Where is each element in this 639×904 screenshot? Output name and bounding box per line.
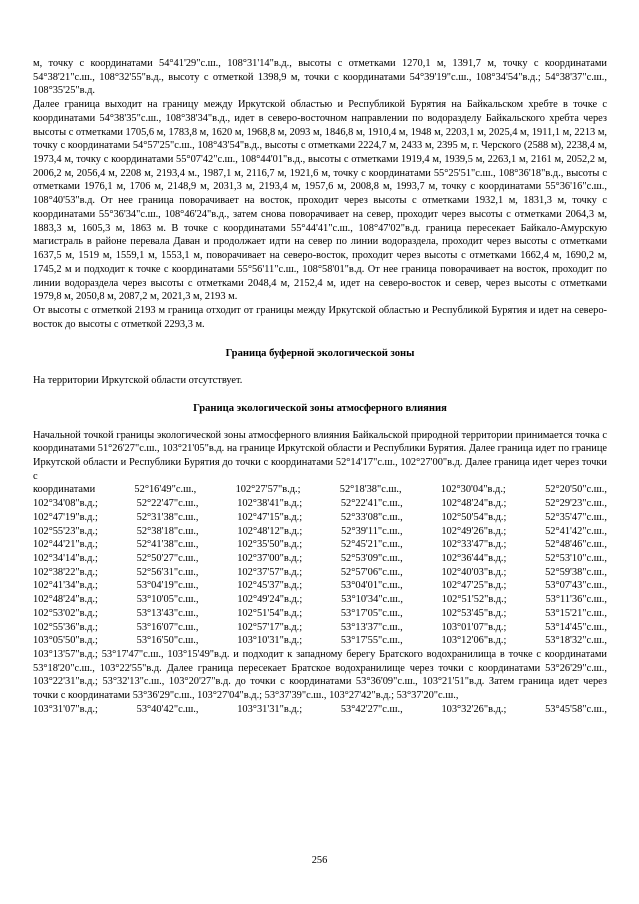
coordinate-cell: 102°57'17"в.д.;: [237, 621, 303, 633]
coordinate-cell: 102°34'08"в.д.;: [33, 498, 98, 510]
coordinate-cell: 103°01'07"в.д.;: [441, 621, 507, 633]
document-page: [33, 57, 607, 717]
heading-atmospheric-zone: Граница экологической зоны атмосферного влияния: [193, 402, 447, 414]
coordinate-cell: 103°31'31"в.д.;: [237, 703, 303, 715]
coordinate-cell: 103°10'31"в.д.;: [237, 635, 303, 647]
coordinate-cell: 52°53'09"с.ш.,: [340, 553, 403, 564]
coordinate-cell: 53°17'05"с.ш.,: [340, 607, 403, 619]
coordinate-cell: 102°34'14"в.д.;: [33, 553, 98, 564]
coordinate-row: [33, 511, 607, 525]
coordinate-cell: 53°42'27"с.ш.,: [340, 703, 403, 715]
coordinate-cell: 102°47'15"в.д.;: [237, 511, 303, 523]
coordinate-cell: 53°11'36"с.ш.,: [545, 594, 607, 606]
coordinate-cell: 52°22'41"с.ш.,: [340, 498, 403, 510]
coordinate-cell: 52°29'23"с.ш.,: [545, 498, 607, 510]
coordinate-cell: 53°10'34"с.ш.,: [341, 594, 403, 606]
paragraph-6: 103°13'57"в.д.; 53°17'47"с.ш., 103°15'49"в.д. и подходит к западному берегу Братского водохранилища в точке с координатами 53°18'20"с.ш., 103°22'55"в.д. Далее граница пересекает Братское водохранилище через точки с координатами 53°26'29"с.ш., 103°22'31"в.д.; 53°32'13"с.ш., 103°20'27"в.д. до точки с координатами 53°36'09"с.ш., 103°21'51"в.д. Затем граница идет через точки с координатами 53°36'29"с.ш., 103°27'04"в.д.; 53°37'39"с.ш., 103°27'42"в.д.; 53°37'20"с.ш.,: [33, 649, 607, 702]
coordinate-cell: 53°10'05"с.ш.,: [136, 594, 199, 606]
coordinate-cell: 53°16'50"с.ш.,: [136, 635, 199, 647]
coordinate-cell: 52°20'50"с.ш.,: [545, 484, 607, 496]
coordinate-cell: 102°49'26"в.д.;: [441, 525, 507, 537]
coordinate-cell: 53°18'32"с.ш.,: [545, 635, 607, 647]
coordinate-cell: 52°39'11"с.ш.,: [341, 525, 403, 537]
coordinate-cell: 102°44'21"в.д.;: [33, 539, 98, 551]
coordinate-cell: 53°15'21"с.ш.,: [545, 607, 607, 619]
coordinate-row: [33, 566, 607, 580]
coordinate-cell: 103°12'06"в.д.;: [441, 635, 507, 647]
coordinate-cell: 102°37'57"в.д.;: [237, 566, 303, 578]
coordinate-cell: 53°16'07"с.ш.,: [136, 621, 199, 633]
coordinate-cell: 53°07'43"с.ш.,: [545, 580, 607, 592]
coordinate-cell: 52°56'31"с.ш.,: [136, 566, 199, 578]
coordinate-cell: 52°38'18"с.ш.,: [136, 525, 199, 537]
coordinate-cell: 53°04'19"с.ш.,: [136, 580, 199, 592]
coordinate-cell: 102°53'45"в.д.;: [441, 607, 507, 619]
coordinate-cell: 52°16'49"с.ш.,: [134, 484, 197, 496]
coordinate-row: [33, 579, 607, 593]
coordinate-cell: 52°41'42"с.ш.,: [545, 525, 607, 537]
coordinate-cell: 102°47'25"в.д.;: [441, 580, 507, 592]
paragraph-5: Начальной точкой границы экологической зоны атмосферного влияния Байкальской природной территории принимается точка с координатами 51°26'27"с.ш., 103°21'05"в.д. на границе Иркутской области и Республики Бурятия. Далее граница идет по границе Иркутской области и Республики Бурятия до точки с координатами 52°14'17"с.ш., 102°27'00"в.д. Далее граница идет через точки с: [33, 429, 607, 482]
coordinate-cell: 102°38'41"в.д.;: [237, 498, 303, 510]
coordinate-cell: 52°53'10"с.ш.,: [545, 553, 607, 564]
coordinate-cell: 102°41'34"в.д.;: [33, 580, 98, 592]
coordinate-cell: 102°48'24"в.д.;: [441, 498, 507, 510]
coordinate-cell: 52°50'27"с.ш.,: [136, 553, 199, 564]
coordinate-cell: 102°45'37"в.д.;: [237, 580, 303, 592]
coordinate-cell: 102°51'52"в.д.;: [441, 594, 507, 606]
coordinate-cell: 53°04'01"с.ш.,: [340, 580, 403, 592]
coordinate-cell: 102°47'19"в.д.;: [33, 511, 98, 523]
coordinate-row: [33, 621, 607, 635]
heading-buffer-zone: Граница буферной экологической зоны: [225, 348, 415, 360]
coordinate-cell: 102°49'24"в.д.;: [237, 594, 303, 606]
coordinate-cell: 102°40'03"в.д.;: [441, 566, 507, 578]
coordinate-cell: 52°45'21"с.ш.,: [340, 539, 403, 551]
coordinate-cell: 102°30'04"в.д.;: [440, 484, 506, 496]
coordinate-cell: 52°31'38"с.ш.,: [136, 511, 199, 523]
coordinate-row: [33, 538, 607, 552]
coordinate-cell: 102°38'22"в.д.;: [33, 566, 98, 578]
coordinate-cell: 53°40'42"с.ш.,: [136, 703, 199, 715]
coordinate-cell: 53°14'45"с.ш.,: [545, 621, 607, 633]
coordinate-cell: 102°48'12"в.д.;: [237, 525, 303, 537]
paragraph-1: м, точку с координатами 54°41'29"с.ш., 108°31'14"в.д., высоты с отметками 1270,1 м, 1391,7 м, точку с координатами 54°38'21"с.ш., 108°32'55"в.д., высоту с отметкой 1398,9 м, точки с координатами 54°39'19"с.ш., 108°34'54"в.д.; 54°38'37"с.ш., 108°35'25"в.д.: [33, 58, 607, 97]
coordinate-row: [33, 552, 607, 566]
coordinate-cell: 52°22'47"с.ш.,: [136, 498, 199, 510]
coordinate-cell: 103°05'50"в.д.;: [33, 635, 98, 647]
coordinate-cell: 102°55'36"в.д.;: [33, 621, 98, 633]
coordinate-cell: 102°35'50"в.д.;: [237, 539, 303, 551]
paragraph-3: От высоты с отметкой 2193 м граница отходит от границы между Иркутской областью и Республикой Бурятия и идет на северо-восток до высоты с отметкой 2293,3 м.: [33, 304, 607, 330]
coordinate-table: [33, 483, 607, 648]
coordinate-cell: 53°13'43"с.ш.,: [136, 607, 199, 619]
page-number: 256: [311, 855, 328, 866]
coordinate-row: [33, 497, 607, 511]
coordinate-cell: 102°33'47"в.д.;: [441, 539, 507, 551]
coordinate-cell: 52°35'47"с.ш.,: [545, 511, 607, 523]
coordinate-cell: 102°53'02"в.д.;: [33, 607, 98, 619]
coordinate-cell: координатами: [33, 484, 96, 496]
coordinate-cell: 52°57'06"с.ш.,: [340, 566, 403, 578]
paragraph-4: На территории Иркутской области отсутствует.: [33, 375, 243, 387]
coordinate-cell: 102°37'00"в.д.;: [237, 553, 303, 564]
coordinate-cell: 52°59'38"с.ш.,: [545, 566, 607, 578]
coordinate-cell: 102°48'24"в.д.;: [33, 594, 98, 606]
coordinate-row: [33, 607, 607, 621]
coordinate-cell: 52°33'08"с.ш.,: [340, 511, 403, 523]
coordinate-row: [33, 634, 607, 648]
coordinate-cell: 103°32'26"в.д.;: [441, 703, 507, 715]
paragraph-2: Далее граница выходит на границу между Иркутской областью и Республикой Бурятия на Байкальском хребте в точке с координатами 54°38'35"с.ш., 108°38'34"в.д., идет в северо-восточном направлении по водоразделу Байкальского хребта через высоты с отметками 1705,6 м, 1783,8 м, 1620 м, 1968,8 м, 2093 м, 1846,8 м, 1910,4 м, 1948 м, 2203,1 м, 2025,4 м, 1911,1 м, 2213 м, точку с координатами 54°57'25"с.ш., 108°43'54"в.д., высоты с отметками 2224,7 м, 2433 м, 2395 м, г. Черского (2588 м), 2238,4 м, 1973,4 м, точку с координатами 55°07'42"с.ш., 108°44'01"в.д., высоты с отметками 1919,4 м, 1939,5 м, 2263,1 м, 2161 м, 2052,2 м, 2006,2 м, 2056,4 м, 2208 м, 2193,4 м., 1987,1 м, 2116,7 м, 1921,6 м, точку с координатами 55°25'51"с.ш., 108°36'18"в.д., высоты с отметками 1976,1 м, 1706 м, 2148,9 м, 2031,3 м, 2193,4 м, 1957,6 м, 2008,8 м, 1993,7 м, точку с координатами 55°36'16"с.ш., 108°40'53"в.д. От нее граница поворачивает на восток, проходит через высоты с отметками 1932,1 м, 1831,3 м, точку с координатами 55°36'34"с.ш., 108°46'24"в.д., затем снова поворачивает на север, проходит через высоты с отметками 2064,3 м, 1883,3 м, 1605,3 м, 1863 м. В точке с координатами 55°44'41"с.ш., 108°47'02"в.д. граница пересекает Байкало-Амурскую магистраль в районе перевала Даван и продолжает идти на север по линии водораздела, проходит через высоты с отметками 1637,5 м, 1519 м, 1559,1 м, 1553,1 м, поворачивает на северо-восток, проходит через высоты с отметками 1662,4 м, 1690,2 м, 1745,2 м и подходит к точке с координатами 55°56'11"с.ш., 108°58'01"в.д. От нее граница поворачивает на восток, проходит по линии водораздела через высоты с отметками 2048,4 м, 2152,4 м, идет на северо-восток и север, через высоты с отметками 1979,8 м, 2050,8 м, 2087,2 м, 2021,3 м, 2193 м.: [33, 99, 607, 303]
coordinate-row: [33, 483, 607, 497]
coordinate-cell: 102°50'54"в.д.;: [441, 511, 507, 523]
coordinate-cell: 102°55'23"в.д.;: [33, 525, 98, 537]
coordinate-row: [33, 703, 607, 717]
coordinate-cell: 53°45'58"с.ш.,: [545, 703, 607, 715]
coordinate-cell: 52°48'46"с.ш.,: [545, 539, 607, 551]
coordinate-row: [33, 593, 607, 607]
coordinate-row: [33, 525, 607, 539]
coordinate-cell: 102°36'44"в.д.;: [441, 553, 507, 564]
coordinate-cell: 53°17'55"с.ш.,: [340, 635, 403, 647]
coordinate-cell: 102°27'57"в.д.;: [235, 484, 301, 496]
coordinate-cell: 53°13'37"с.ш.,: [340, 621, 403, 633]
coordinate-cell: 102°51'54"в.д.;: [237, 607, 303, 619]
coordinate-cell: 103°31'07"в.д.;: [33, 703, 98, 715]
coordinate-cell: 52°18'38"с.ш.,: [339, 484, 402, 496]
coordinate-cell: 52°41'38"с.ш.,: [136, 539, 199, 551]
coordinate-last-row: [33, 703, 607, 717]
